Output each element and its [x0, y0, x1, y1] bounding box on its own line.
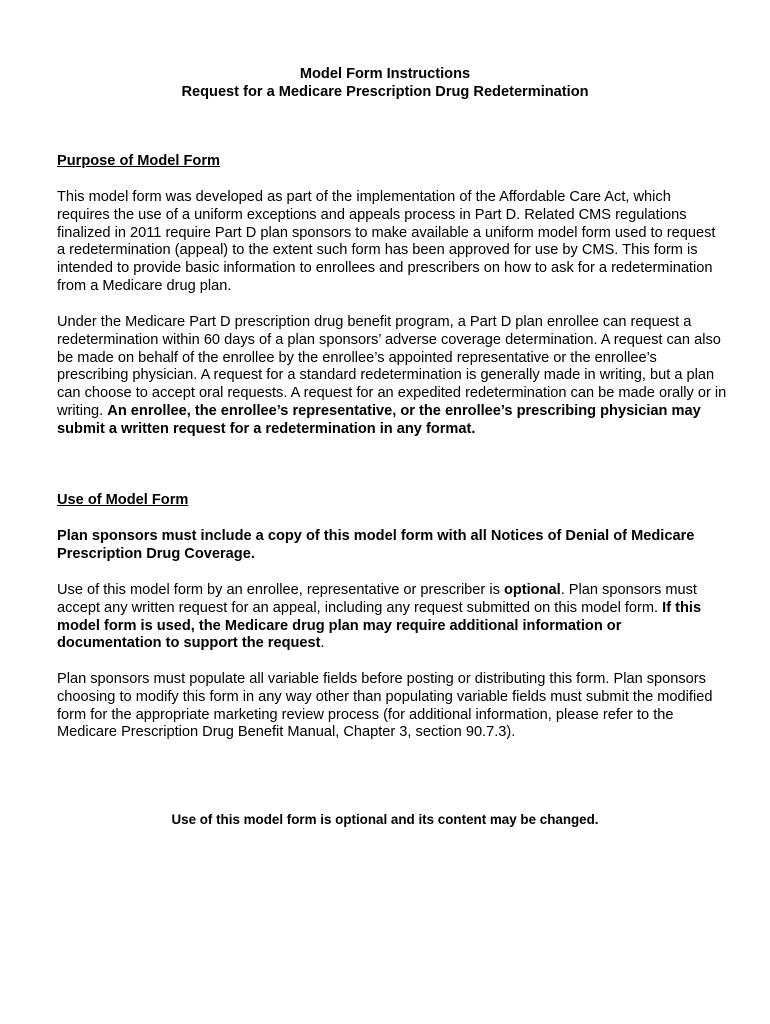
- use-p2-part1: Use of this model form by an enrollee, representative or prescriber is: [57, 582, 504, 598]
- use-paragraph-2-block: [57, 582, 727, 653]
- use-paragraph-3: Plan sponsors must populate all variable fields before posting or distributing this form. Plan sponsors choosing to modify this form in any way other than populating variable fields must submit the modified form for the appropriate marketing review process (for additional information, please refer to the Medicare Prescription Drug Benefit Manual, Chapter 3, section 90.7.3).: [57, 671, 713, 741]
- document-title: [0, 65, 770, 101]
- use-heading: Use of Model Form: [57, 492, 189, 508]
- purpose-paragraph-2-text: Under the Medicare Part D prescription drug benefit program, a Part D plan enrollee can request a redetermination within 60 days of a plan sponsors’ adverse coverage determination. A request can also be made on behalf of the enrollee by the enrollee’s appointed representative or the enrollee’s prescribing physician. A request for a standard redetermination is generally made in writing, but a plan can choose to accept oral requests. A request for an expedited redetermination can be made orally or in writing.: [57, 314, 727, 419]
- title-line-2: Request for a Medicare Prescription Drug Redetermination: [181, 84, 589, 100]
- purpose-paragraph-1: This model form was developed as part of the implementation of the Affordable Care Act, which requires the use of a uniform exceptions and appeals process in Part D. Related CMS regulations finalized in 2011 require Part D plan sponsors to make available a uniform model form used to request a redetermination (appeal) to the extent such form has been approved for use by CMS. This form is intended to provide basic information to enrollees and prescribers on how to ask for a redetermination from a Medicare drug plan.: [57, 189, 716, 294]
- purpose-paragraph-2-bold: An enrollee, the enrollee’s representative, or the enrollee’s prescribing physician may submit a written request for a redetermination in any format.: [57, 402, 701, 437]
- use-paragraph-2: [57, 582, 727, 653]
- purpose-heading: Purpose of Model Form: [57, 153, 220, 169]
- use-p2-bold2: If this model form is used, the Medicare drug plan may require additional information or documentation to support the request: [57, 599, 702, 652]
- optional-note: Use of this model form is optional and its content may be changed.: [171, 812, 599, 827]
- purpose-section: [57, 153, 727, 171]
- use-bold-paragraph-block: [57, 528, 727, 564]
- use-p2-part3: .: [320, 635, 325, 652]
- use-p2-part2: . Plan sponsors must accept any written request for an appeal, including any request submitted on this model form.: [57, 582, 697, 616]
- purpose-paragraph-1-block: [57, 189, 727, 296]
- use-section: [57, 492, 727, 510]
- use-paragraph-3-block: [57, 671, 727, 742]
- use-bold-paragraph: Plan sponsors must include a copy of this model form with all Notices of Denial of Medicare Prescription Drug Coverage.: [57, 528, 695, 562]
- purpose-paragraph-2: [57, 314, 727, 439]
- title-line-1: Model Form Instructions: [299, 66, 471, 82]
- use-p2-bold1: optional: [503, 582, 561, 598]
- purpose-paragraph-2-block: [57, 314, 727, 439]
